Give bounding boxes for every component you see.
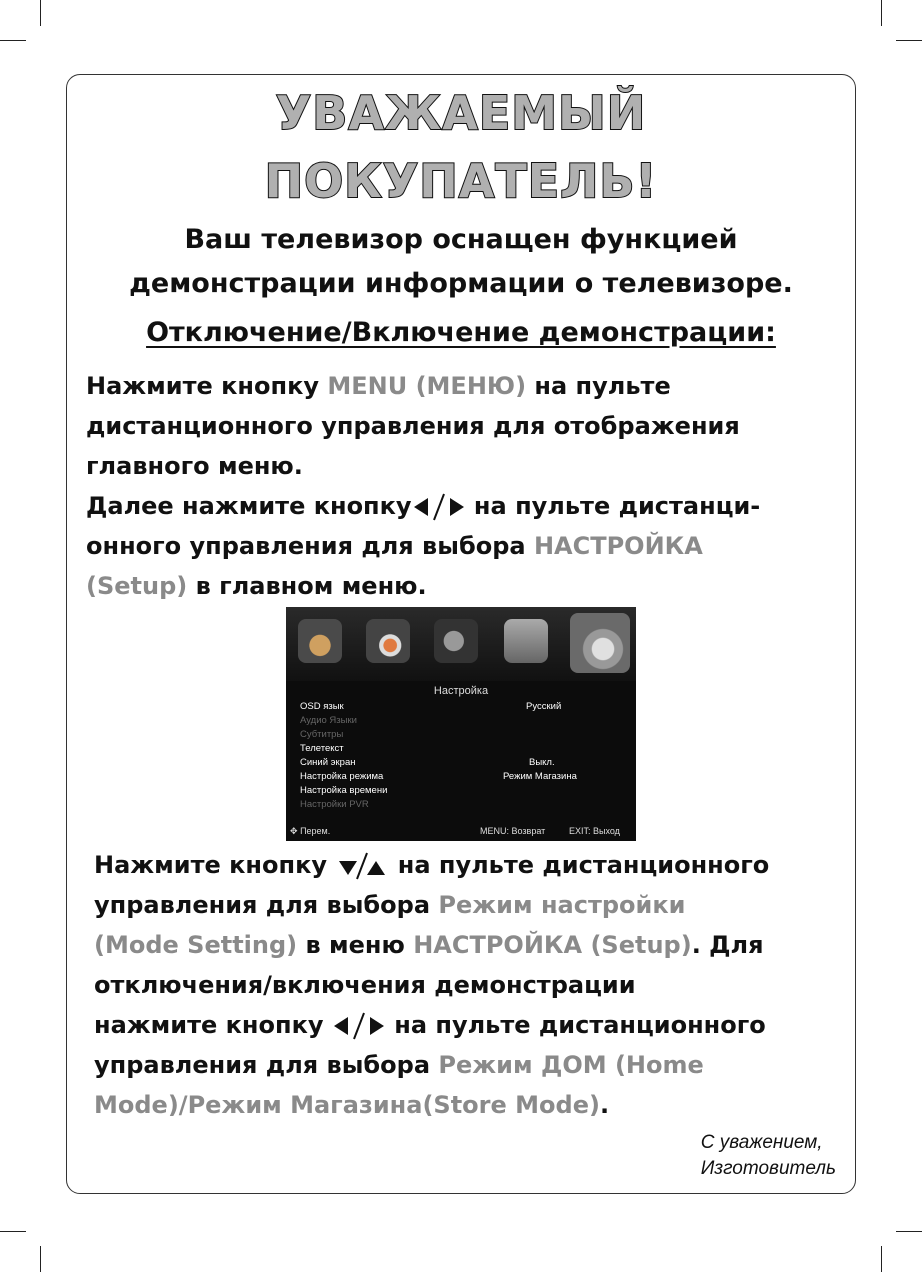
store-mode-name: Mode)/Режим Магазина(Store Mode)	[94, 1091, 600, 1119]
subtitle-line-2: демонстрации информации о телевизоре.	[129, 268, 793, 299]
tv-footer-move-label: Перем.	[300, 826, 331, 836]
tv-footer-menu: MENU: Возврат	[480, 826, 546, 836]
crop-mark	[881, 0, 882, 26]
crop-mark	[40, 1246, 41, 1272]
subtitle	[66, 218, 856, 306]
sound-icon	[366, 619, 410, 663]
crop-mark	[0, 40, 26, 41]
para2-line-4: отключения/включения демонстрации	[94, 971, 636, 999]
title-line-1: УВАЖАЕМЫЙ	[275, 86, 647, 140]
title-line-2: ПОКУПАТЕЛЬ!	[264, 154, 658, 208]
signature-line-1: С уважением,	[700, 1132, 823, 1153]
crop-mark	[40, 0, 41, 26]
para1-line-1	[86, 366, 760, 406]
tv-menu-value-blue-screen: Выкл.	[529, 757, 555, 768]
instruction-paragraph-2	[94, 845, 769, 1125]
text: в меню	[297, 931, 414, 959]
tv-menu-title: Настройка	[433, 685, 489, 697]
para2-line-5	[94, 1005, 769, 1045]
tv-menu-screenshot	[286, 607, 636, 841]
left-right-arrows-icon	[412, 492, 466, 522]
setup-name: НАСТРОЙКА (Setup)	[413, 931, 692, 959]
tv-menu-item-mode-setting: Настройка режима	[300, 771, 384, 782]
tv-menu-value-mode-setting: Режим Магазина	[503, 771, 577, 782]
para1-line-3: главного меню.	[86, 452, 303, 480]
text: на пульте дистанционного	[397, 851, 770, 879]
setup-name: НАСТРОЙКА	[533, 532, 703, 560]
tv-menu-item-audio-languages: Аудио Языки	[300, 715, 357, 726]
para2-line-2	[94, 885, 769, 925]
tv-menu-value-osd-language: Русский	[526, 701, 562, 712]
text: управления для выбора	[94, 1051, 439, 1079]
crop-mark	[881, 1246, 882, 1272]
para2-line-3	[94, 925, 769, 965]
tv-menu-icon-bar	[286, 607, 636, 681]
text: управления для выбора	[94, 891, 439, 919]
tv-menu-item-pvr-settings: Настройки PVR	[300, 799, 369, 810]
para2-line-7	[94, 1085, 769, 1125]
tv-menu-item-subtitles: Субтитры	[300, 729, 344, 740]
text: Нажмите кнопку	[86, 372, 328, 400]
tv-footer-exit: EXIT: Выход	[569, 826, 620, 836]
para2-line-6	[94, 1045, 769, 1085]
menu-key-name: MENU (МЕНЮ)	[327, 372, 527, 400]
subtitle-line-1: Ваш телевизор оснащен функцией	[184, 224, 738, 255]
para1-line-6	[86, 566, 760, 606]
channel-icon	[434, 619, 478, 663]
left-right-arrows-icon	[332, 1011, 386, 1041]
mode-setting-name: Режим настройки	[438, 891, 686, 919]
signature	[701, 1130, 836, 1182]
crop-mark	[0, 1231, 26, 1232]
tv-menu-item-teletext: Телетекст	[300, 743, 344, 754]
text: .	[599, 1091, 610, 1119]
setup-gear-icon	[570, 613, 630, 673]
lock-icon	[504, 619, 548, 663]
down-up-arrows-icon	[335, 851, 389, 881]
text: нажмите кнопку	[94, 1011, 324, 1039]
para1-line-5	[86, 526, 760, 566]
para1-line-4	[86, 486, 760, 526]
text: Нажмите кнопку	[94, 851, 328, 879]
crop-mark	[896, 40, 922, 41]
text: онного управления для выбора	[86, 532, 534, 560]
text: на пульте дистанци-	[465, 492, 761, 520]
signature-line-2: Изготовитель	[700, 1158, 836, 1179]
text: Далее нажмите кнопку	[86, 492, 412, 520]
text: на пульте дистанционного	[394, 1011, 766, 1039]
instruction-paragraph-1	[86, 366, 760, 606]
move-arrows-icon: ✥	[290, 826, 298, 836]
text: в главном меню.	[187, 572, 427, 600]
tv-footer-move	[290, 826, 330, 837]
picture-icon	[298, 619, 342, 663]
para2-line-1	[94, 845, 769, 885]
text: . Для	[691, 931, 764, 959]
home-mode-name: Режим ДОМ (Home	[438, 1051, 704, 1079]
tv-menu-item-time-setting: Настройка времени	[300, 785, 388, 796]
text: на пульте	[526, 372, 671, 400]
tv-menu-item-blue-screen: Синий экран	[300, 757, 356, 768]
mode-setting-name: (Mode Setting)	[94, 931, 298, 959]
setup-name: (Setup)	[86, 572, 188, 600]
section-heading: Отключение/Включение демонстрации:	[146, 317, 776, 348]
crop-mark	[896, 1231, 922, 1232]
para1-line-2: дистанционного управления для отображения	[86, 412, 740, 440]
tv-menu-item-osd-language: OSD язык	[300, 701, 344, 712]
